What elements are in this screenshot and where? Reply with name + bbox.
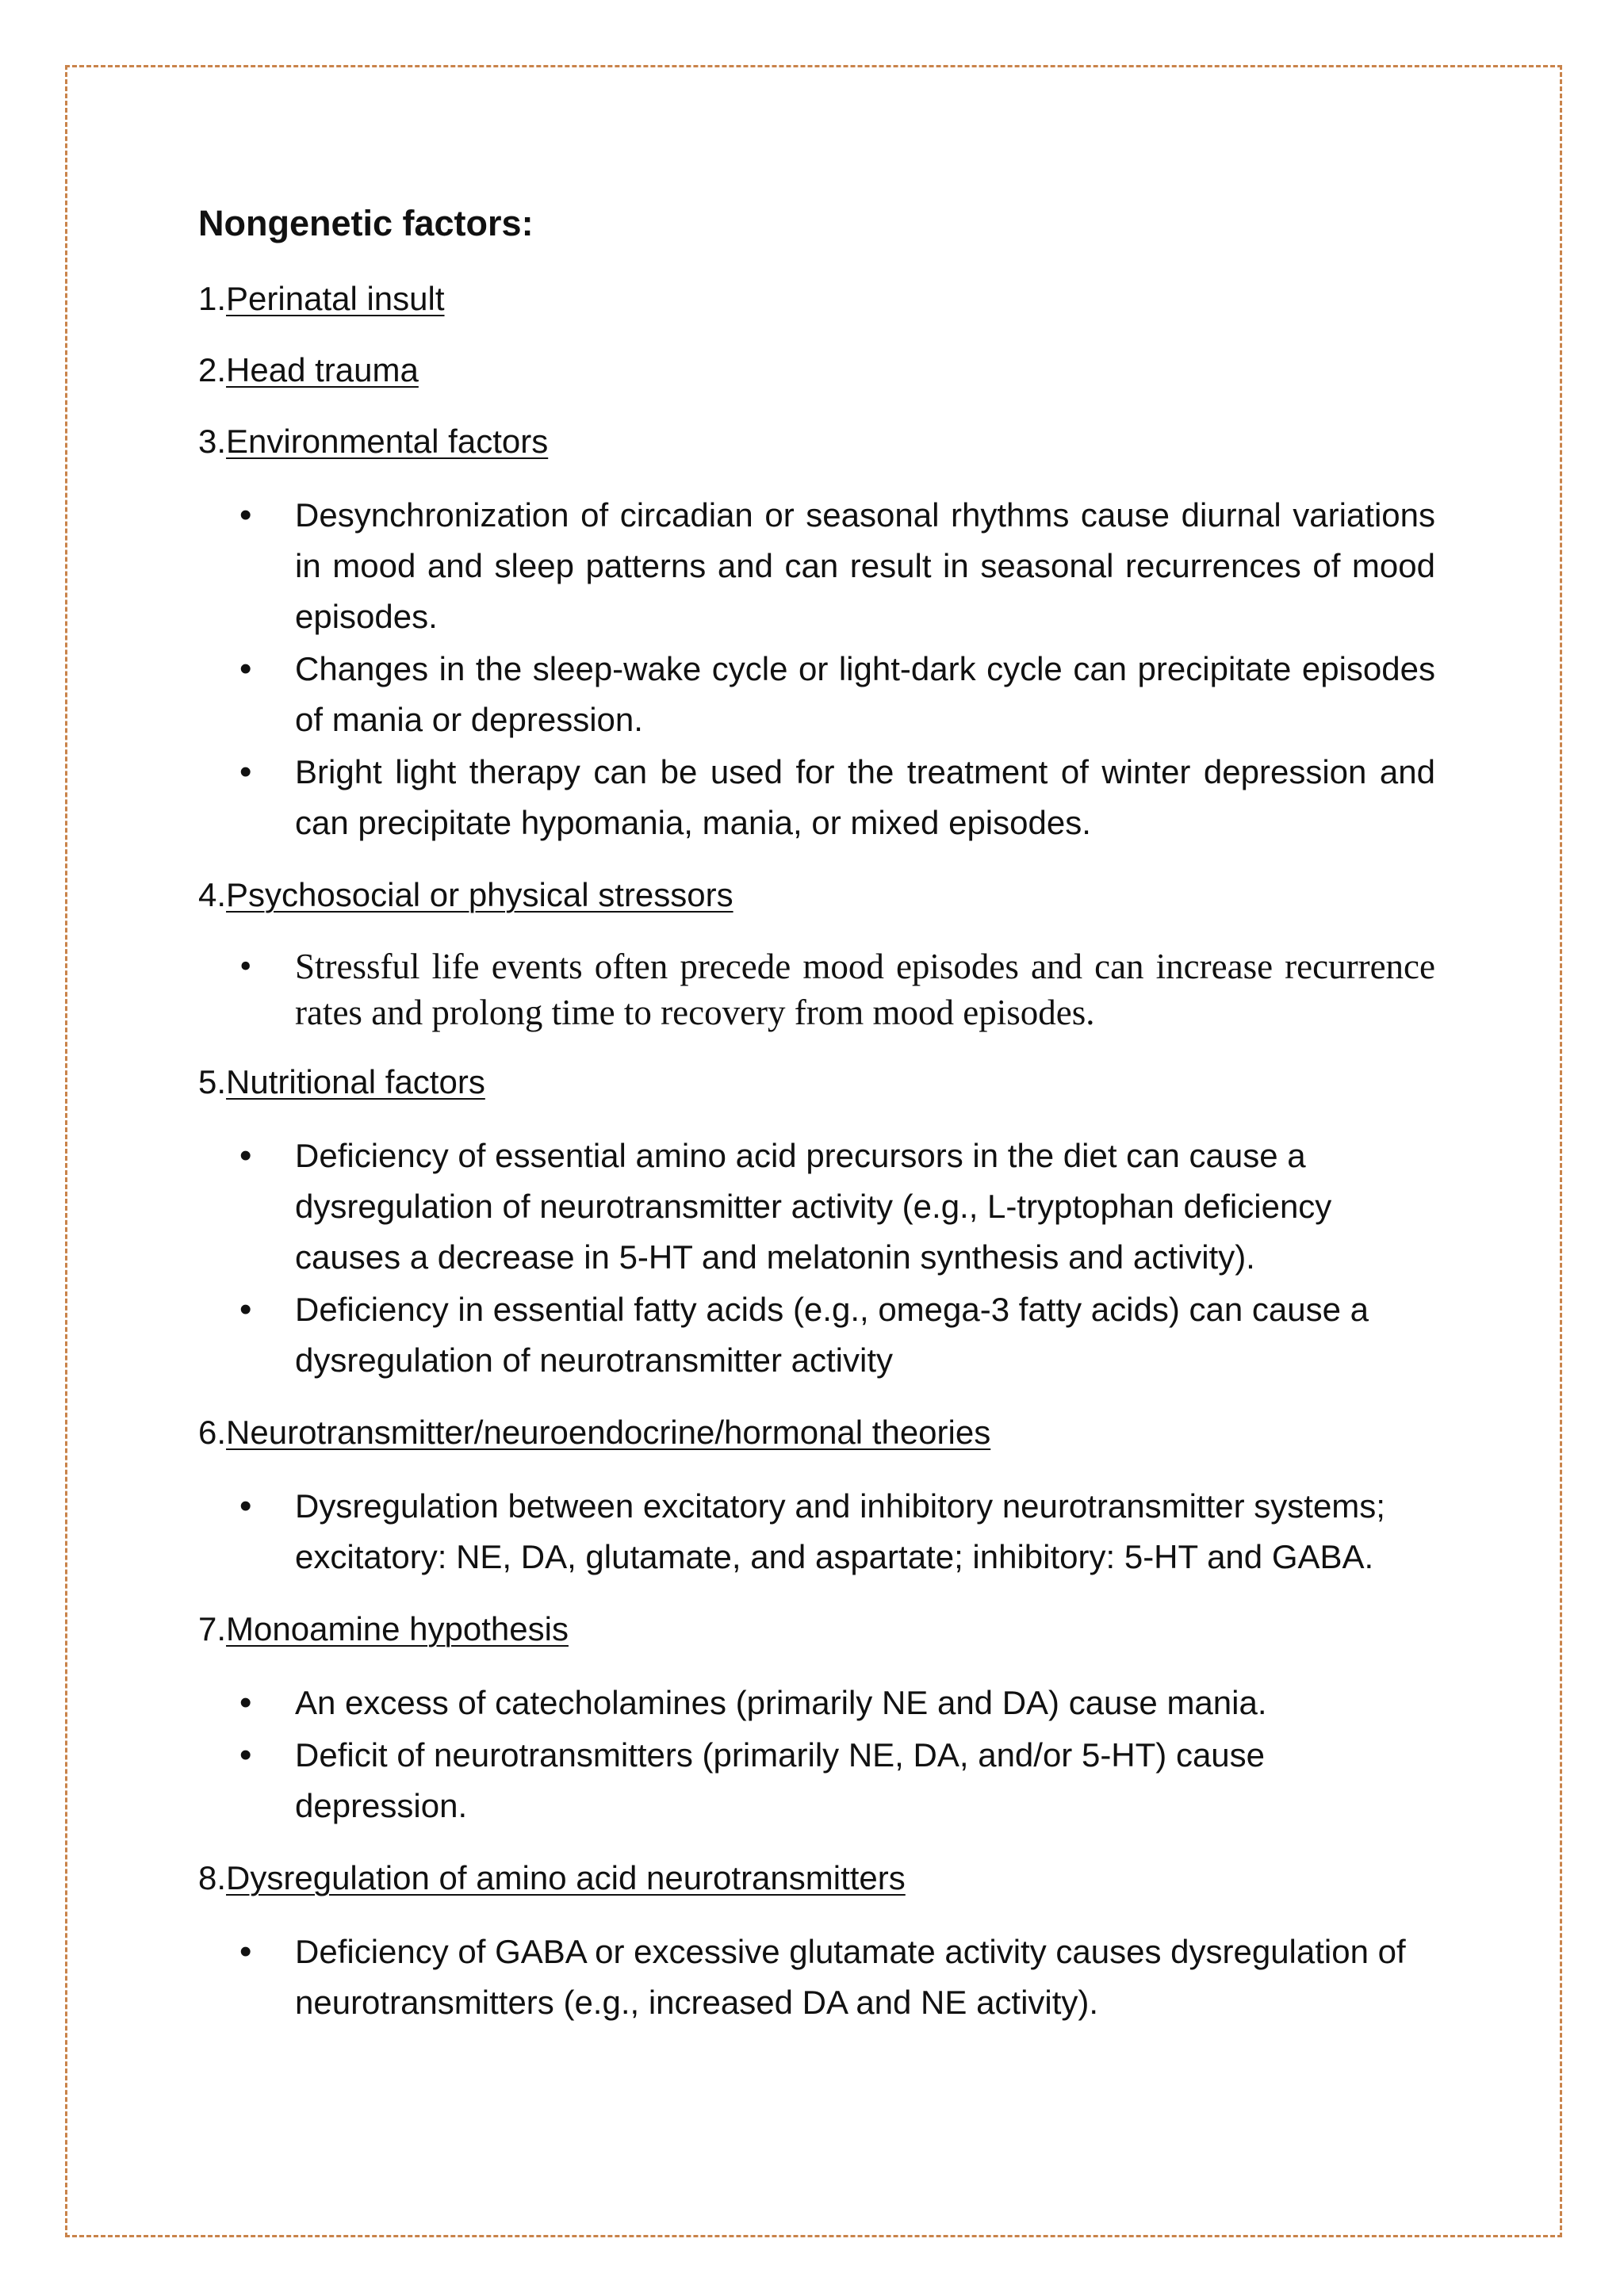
- list-item: • Desynchronization of circadian or seasonal rhythms cause diurnal variations in mood and sleep patterns and can result in seasonal recurrences of mood episodes.: [198, 490, 1435, 642]
- list-item: • Deficiency in essential fatty acids (e.g., omega-3 fatty acids) can cause a dysregulation of neurotransmitter activity: [198, 1284, 1435, 1386]
- section-title-text: Head trauma: [226, 351, 419, 388]
- section-title: [198, 276, 1435, 322]
- list-item: • Bright light therapy can be used for the treatment of winter depression and can precipitate hypomania, mania, or mixed episodes.: [198, 747, 1435, 848]
- bullet-list: [198, 943, 1435, 1035]
- section-number: 5.: [198, 1063, 227, 1100]
- list-item: • An excess of catecholamines (primarily NE and DA) cause mania.: [198, 1678, 1435, 1728]
- list-item: • Changes in the sleep-wake cycle or light-dark cycle can precipitate episodes of mania or depression.: [198, 644, 1435, 745]
- section-title-text: Environmental factors: [226, 423, 549, 460]
- section-title-text: Perinatal insult: [226, 280, 445, 317]
- bullet-list: [198, 1481, 1435, 1582]
- document-body: [198, 195, 1435, 2052]
- section-title-text: Nutritional factors: [226, 1063, 485, 1100]
- bullet-list: [198, 490, 1435, 848]
- section-title: [198, 1410, 1435, 1456]
- section-number: 8.: [198, 1859, 227, 1896]
- section-number: 7.: [198, 1610, 227, 1647]
- section-title: [198, 1855, 1435, 1901]
- section-number: 3.: [198, 423, 227, 460]
- section-title: [198, 419, 1435, 465]
- bullet-list: [198, 1927, 1435, 2028]
- bullet-list: [198, 1131, 1435, 1386]
- page-heading: Nongenetic factors:: [198, 203, 534, 243]
- section-title-text: Neurotransmitter/neuroendocrine/hormonal theories: [226, 1414, 991, 1451]
- section-number: 6.: [198, 1414, 227, 1451]
- section-number: 4.: [198, 876, 227, 913]
- list-item: • Stressful life events often precede mood episodes and can increase recurrence rates and prolong time to recovery from mood episodes.: [198, 943, 1435, 1035]
- section-title-text: Psychosocial or physical stressors: [226, 876, 733, 913]
- list-item: • Deficiency of essential amino acid precursors in the diet can cause a dysregulation of neurotransmitter activity (e.g., L-tryptophan deficiency causes a decrease in 5-HT and melatonin synthesis and activity).: [198, 1131, 1435, 1283]
- section-title-text: Monoamine hypothesis: [226, 1610, 569, 1647]
- list-item: • Deficit of neurotransmitters (primarily NE, DA, and/or 5-HT) cause depression.: [198, 1730, 1435, 1831]
- list-item: • Deficiency of GABA or excessive glutamate activity causes dysregulation of neurotransmitters (e.g., increased DA and NE activity).: [198, 1927, 1435, 2028]
- section-number: 1.: [198, 280, 227, 317]
- bullet-list: [198, 1678, 1435, 1831]
- section-title: [198, 872, 1435, 918]
- section-number: 2.: [198, 351, 227, 388]
- section-title: [198, 347, 1435, 393]
- section-title: [198, 1059, 1435, 1105]
- section-title-text: Dysregulation of amino acid neurotransmitters: [226, 1859, 906, 1896]
- section-title: [198, 1606, 1435, 1652]
- list-item: • Dysregulation between excitatory and inhibitory neurotransmitter systems; excitatory: NE, DA, glutamate, and aspartate; inhibitory: 5-HT and GABA.: [198, 1481, 1435, 1582]
